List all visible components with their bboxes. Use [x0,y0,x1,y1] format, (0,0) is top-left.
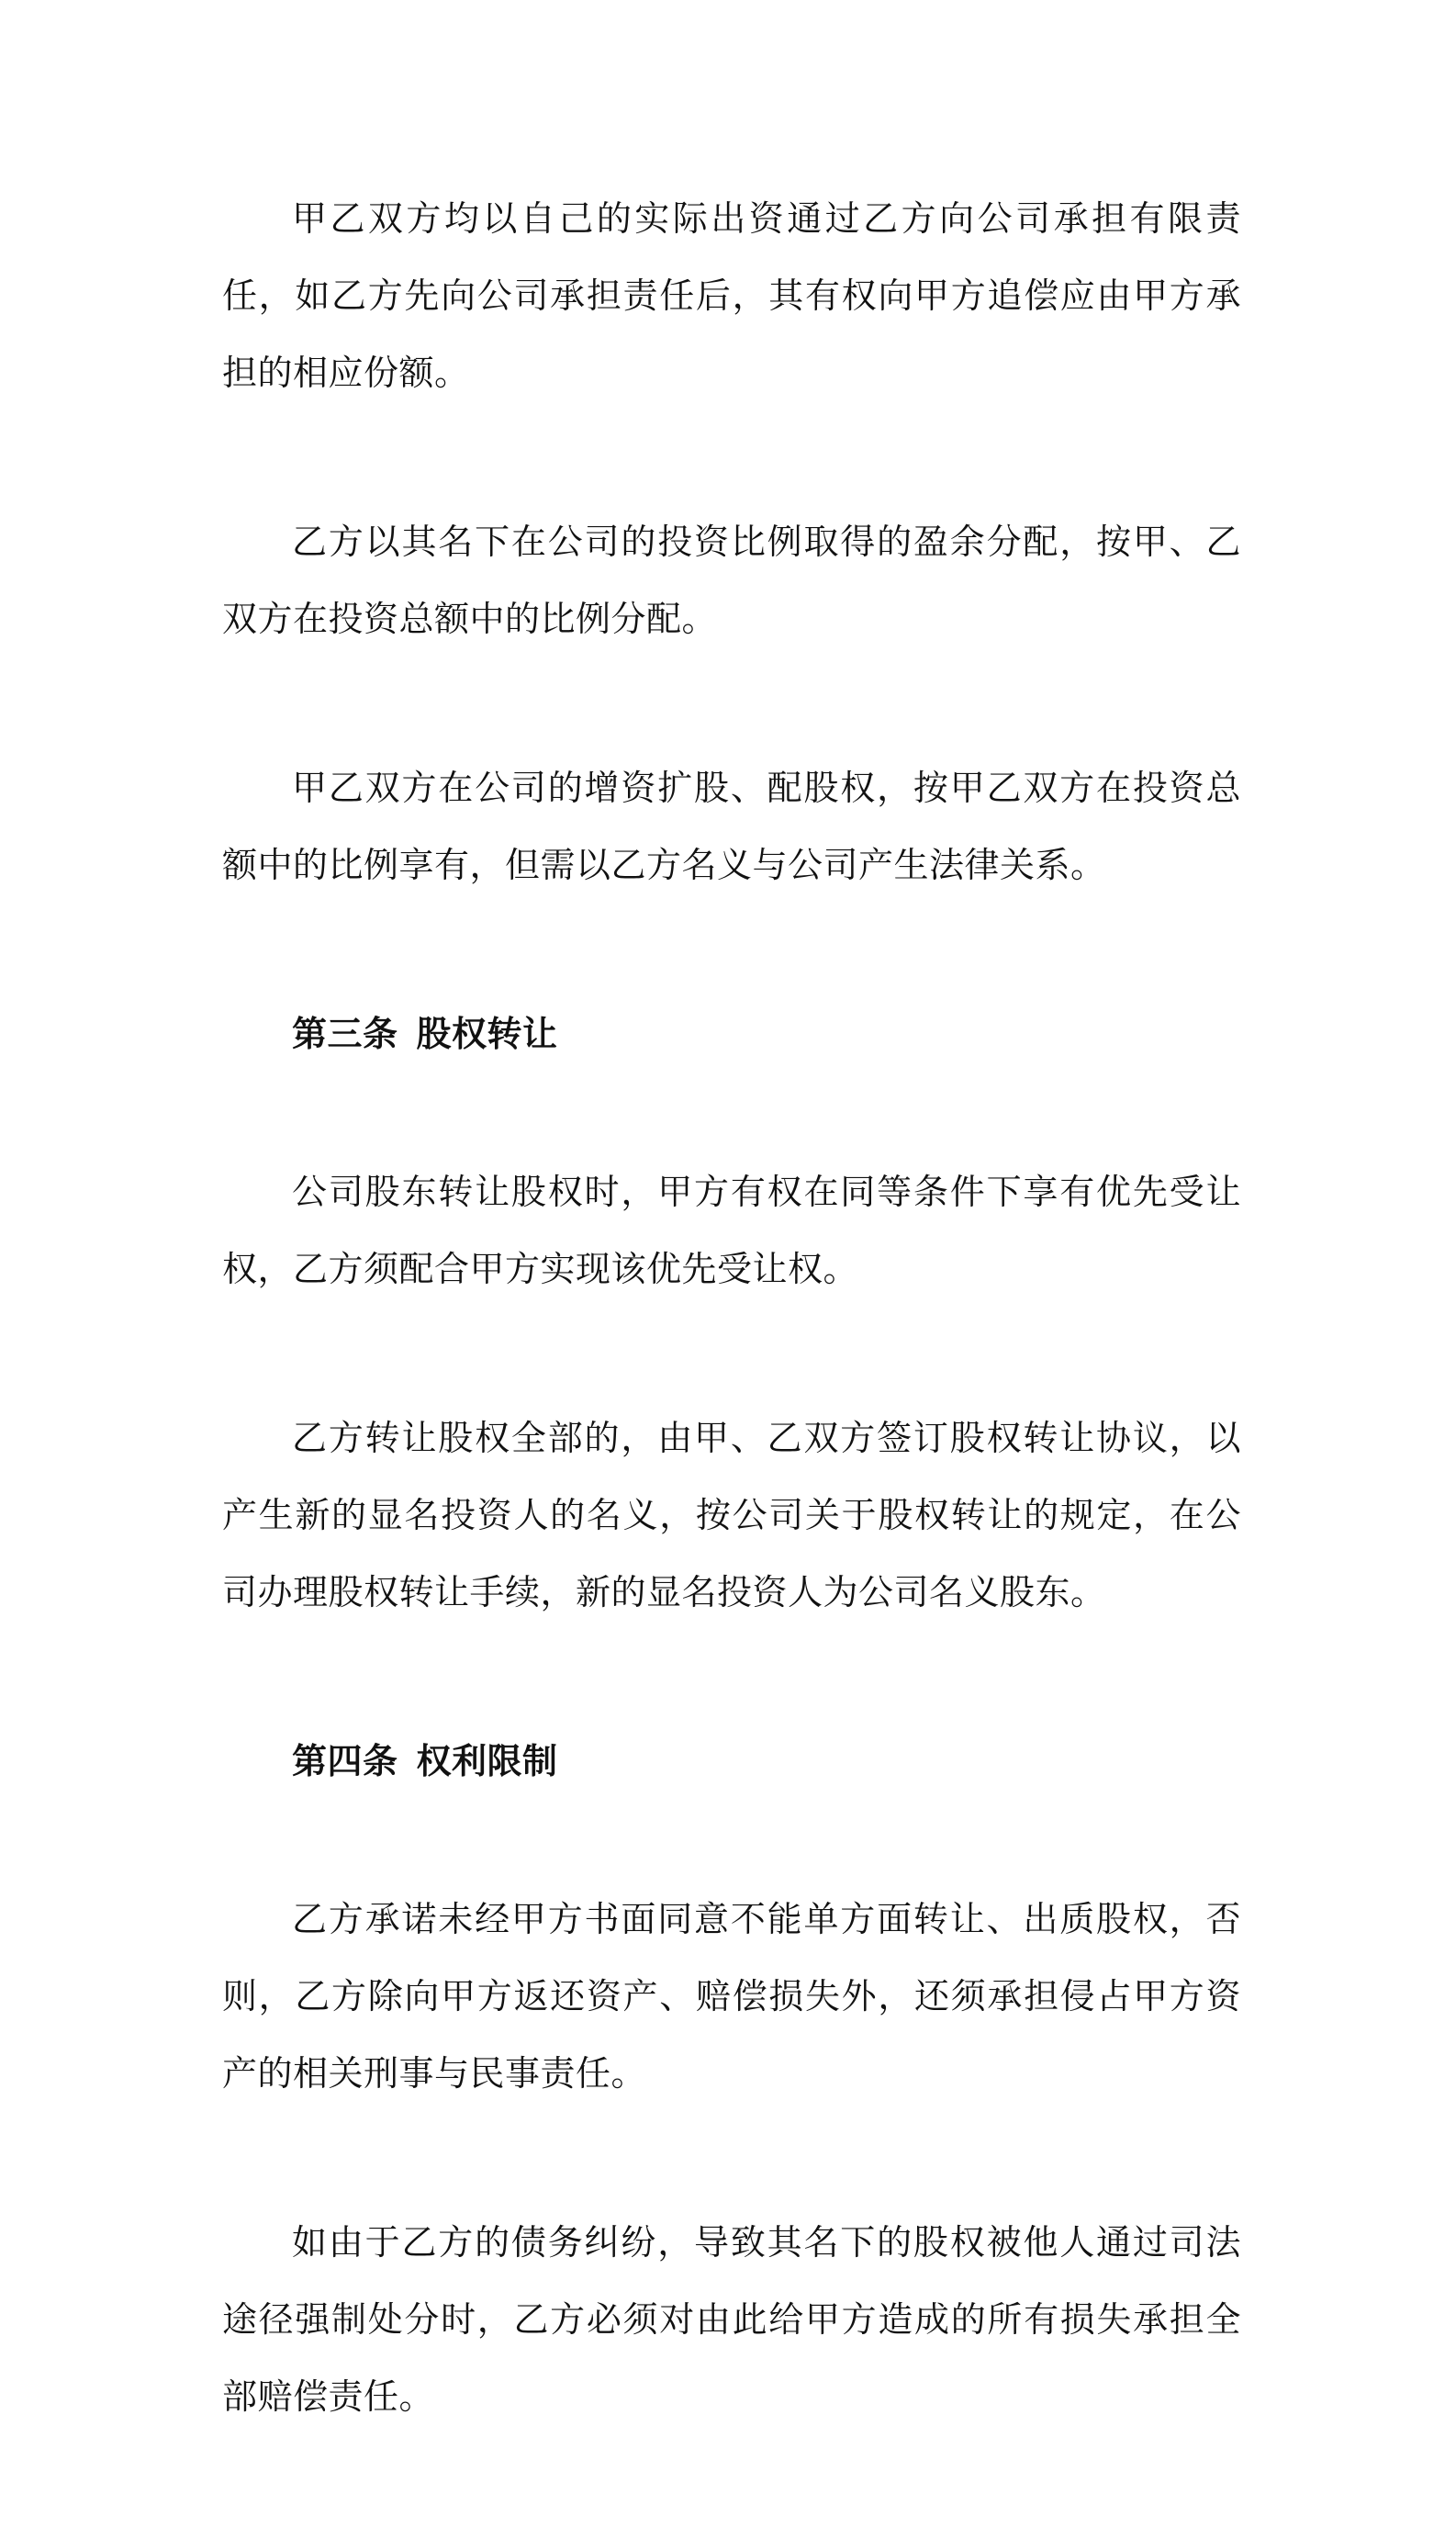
article-3-title: 股权转让 [416,1014,558,1054]
paragraph-full-transfer: 乙方转让股权全部的，由甲、乙双方签订股权转让协议，以产生新的显名投资人的名义，按公司关于股权转让的规定，在公司办理股权转让手续，新的显名投资人为公司名义股东。 [222,1418,1241,1612]
paragraph-transfer-restriction: 乙方承诺未经甲方书面同意不能单方面转让、出质股权，否则，乙方除向甲方返还资产、赔偿损失外，还须承担侵占甲方资产的相关刑事与民事责任。 [222,1899,1241,2094]
paragraph-liability: 甲乙双方均以自己的实际出资通过乙方向公司承担有限责任，如乙方先向公司承担责任后，其有权向甲方追偿应由甲方承担的相应份额。 [222,198,1241,393]
article-4-title: 权利限制 [416,1741,558,1781]
paragraph-preemptive-right: 公司股东转让股权时，甲方有权在同等条件下享有优先受让权，乙方须配合甲方实现该优先受让权。 [222,1172,1241,1289]
document-body [222,180,1241,2527]
article-4-number: 第四条 [292,1741,398,1781]
paragraph-debt-dispute: 如由于乙方的债务纠纷，导致其名下的股权被他人通过司法途径强制处分时，乙方必须对由此给甲方造成的所有损失承担全部赔偿责任。 [222,2222,1241,2417]
paragraph-profit-distribution: 乙方以其名下在公司的投资比例取得的盈余分配，按甲、乙双方在投资总额中的比例分配。 [222,522,1241,639]
article-3-heading [222,995,1241,1073]
article-4-heading [222,1723,1241,1800]
paragraph-capital-increase: 甲乙双方在公司的增资扩股、配股权，按甲乙双方在投资总额中的比例享有，但需以乙方名义与公司产生法律关系。 [222,768,1241,885]
article-3-number: 第三条 [292,1014,398,1054]
